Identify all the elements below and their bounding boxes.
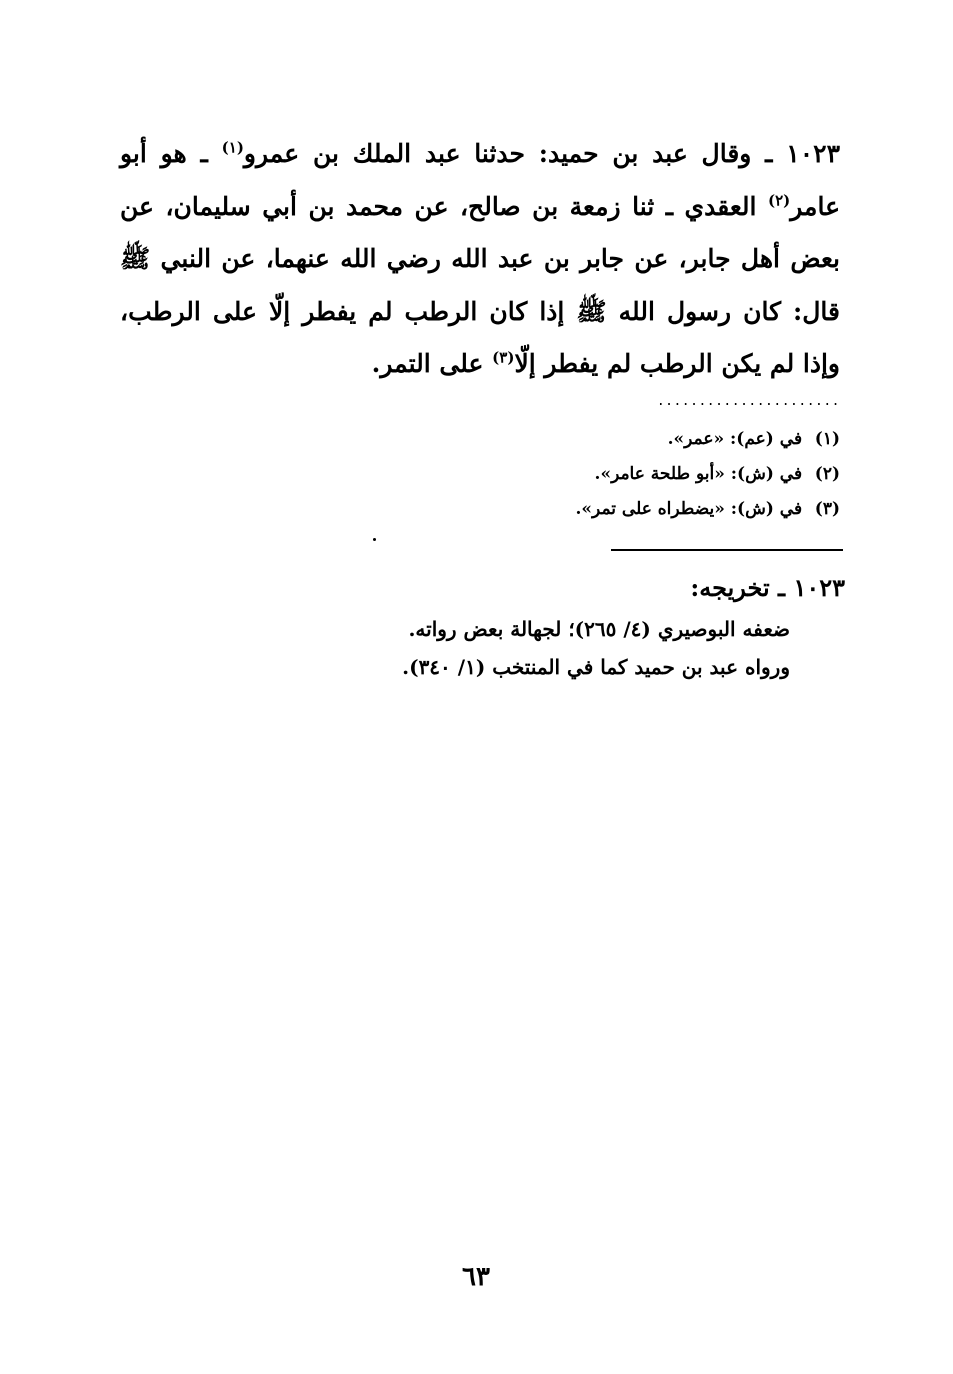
footnote-separator: ...................... xyxy=(656,397,840,407)
footnote-text: في (ش): «يضطراه على تمر». xyxy=(575,499,803,519)
footnote-ref-3: (٣) xyxy=(492,348,515,367)
hadith-text xyxy=(120,128,840,391)
page-number: ٦٣ xyxy=(462,1262,490,1292)
stray-dot xyxy=(373,538,376,541)
hadith-text-part-4: على التمر. xyxy=(371,349,493,378)
footnote-text: في (ش): «أبو طلحة عامر». xyxy=(594,464,803,484)
footnote-ref-2: (٢) xyxy=(767,191,791,210)
takhrij-line-2: ورواه عبد بن حميد كما في المنتخب (١/ ٣٤٠). xyxy=(402,655,790,679)
takhrij-heading: ١٠٢٣ ـ تخريجه: xyxy=(690,573,845,602)
footnote-number: (١) xyxy=(814,429,840,449)
footnote-number: (٣) xyxy=(814,499,840,519)
footnote-1 xyxy=(400,422,840,457)
hadith-text-part-3: العقدي ـ ثنا زمعة بن صالح، عن محمد بن أبي سليمان، عن بعض أهل جابر، عن جابر بن عبد الله رضي الله عنهما، عن النبي ﷺ قال: كان رسول الله ﷺ إذا كان الرطب لم يفطر إلّا على الرطب، وإذا لم يكن الرطب لم يفطر إلّا xyxy=(120,191,840,378)
hadith-text-part-2: ـ هو أبو عامر xyxy=(120,139,840,221)
takhrij-line-1: ضعفه البوصيري (٤/ ٢٦٥)؛ لجهالة بعض رواته. xyxy=(408,617,790,641)
footnote-3 xyxy=(400,492,840,527)
footnote-ref-1: (١) xyxy=(221,138,244,157)
hadith-number: ١٠٢٣ xyxy=(786,139,840,168)
section-divider xyxy=(611,549,843,551)
footnotes xyxy=(400,422,840,527)
footnote-number: (٢) xyxy=(814,464,840,484)
footnote-text: في (عم): «عمر». xyxy=(667,429,803,449)
hadith-paragraph xyxy=(120,128,840,391)
footnote-2 xyxy=(400,457,840,492)
takhrij-section xyxy=(300,566,845,686)
hadith-text-part-1: ـ وقال عبد بن حميد: حدثنا عبد الملك بن عمرو xyxy=(243,139,787,168)
